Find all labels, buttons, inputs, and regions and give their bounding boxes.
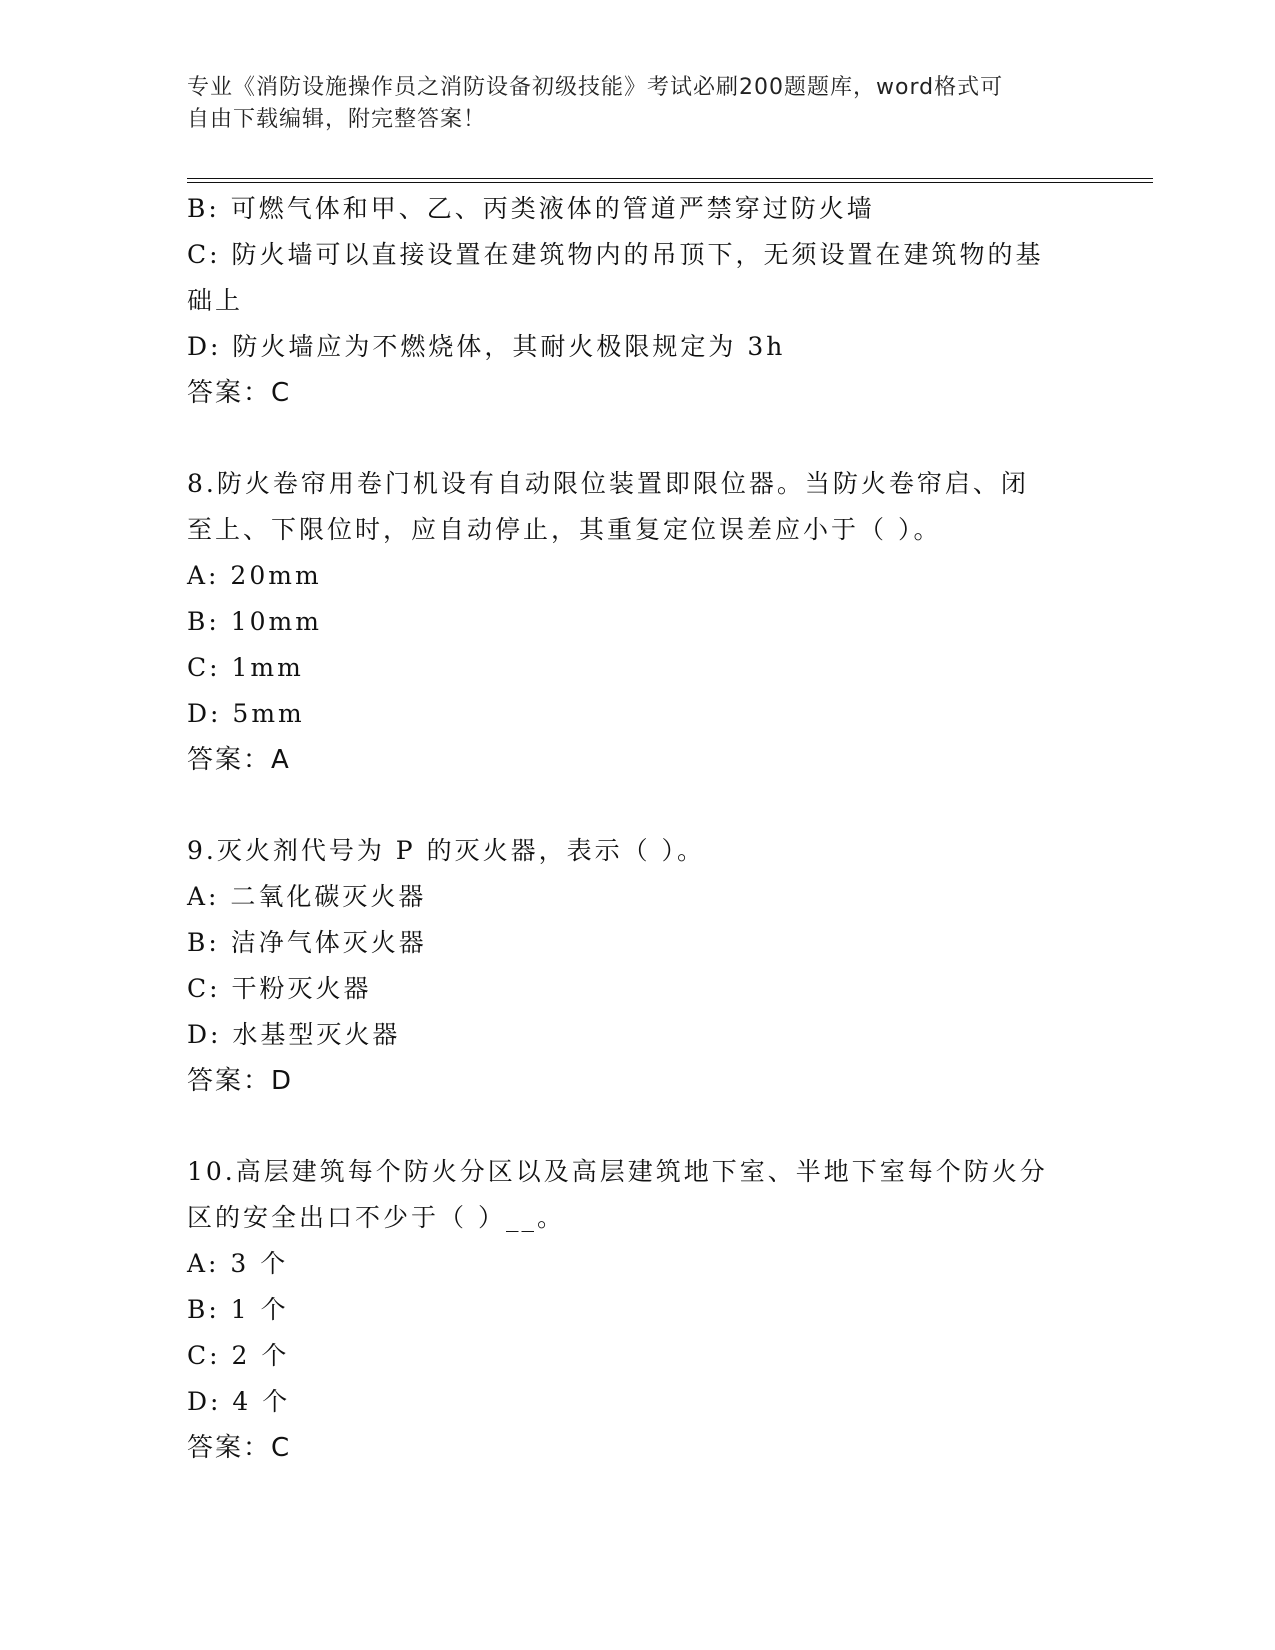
question-stem-continued: 区的安全出口不少于（ ）__。 [187,1203,565,1232]
answer-line: 答案：A [187,745,291,775]
option-c: C: 干粉灭火器 [187,974,372,1003]
question-stem: 8.防火卷帘用卷门机设有自动限位装置即限位器。当防火卷帘启、闭 [187,469,1029,498]
option-d: D: 5mm [187,699,305,728]
option-a: A: 20mm [187,561,322,590]
answer-line: 答案：C [187,378,292,408]
option-b: B: 1 个 [187,1295,289,1324]
option-b: B: 可燃气体和甲、乙、丙类液体的管道严禁穿过防火墙 [187,194,875,223]
question-9 [187,828,1087,1104]
answer-line: 答案：C [187,1433,292,1463]
answer-line: 答案：D [187,1066,294,1096]
option-a: A: 二氧化碳灭火器 [187,882,427,911]
option-c: C: 1mm [187,653,304,682]
question-10 [187,1149,1087,1471]
option-d: D: 4 个 [187,1387,291,1416]
question-8 [187,461,1087,783]
option-d: D: 防火墙应为不燃烧体，其耐火极限规定为 3h [187,332,786,361]
question-stem-continued: 至上、下限位时，应自动停止，其重复定位误差应小于（ ）。 [187,515,942,544]
option-d: D: 水基型灭火器 [187,1020,401,1049]
question-7-continued [187,186,1087,416]
spacer [187,1104,1087,1149]
header-divider-bottom [187,182,1153,183]
option-c: C: 防火墙可以直接设置在建筑物内的吊顶下，无须设置在建筑物的基 [187,240,1044,269]
question-stem: 9.灭火剂代号为 P 的灭火器，表示（ ）。 [187,836,706,865]
option-c-continued: 础上 [187,286,244,315]
spacer [187,783,1087,828]
question-stem: 10.高层建筑每个防火分区以及高层建筑地下室、半地下室每个防火分 [187,1157,1048,1186]
spacer [187,416,1087,461]
header-divider-top [187,178,1153,179]
document-header [187,72,1087,136]
header-line-1: 专业《消防设施操作员之消防设备初级技能》考试必刷200题题库，word格式可 [187,75,1004,100]
option-b: B: 洁净气体灭火器 [187,928,427,957]
question-list [187,186,1087,1471]
option-b: B: 10mm [187,607,322,636]
option-a: A: 3 个 [187,1249,289,1278]
option-c: C: 2 个 [187,1341,290,1370]
header-line-2: 自由下载编辑，附完整答案！ [187,107,487,132]
